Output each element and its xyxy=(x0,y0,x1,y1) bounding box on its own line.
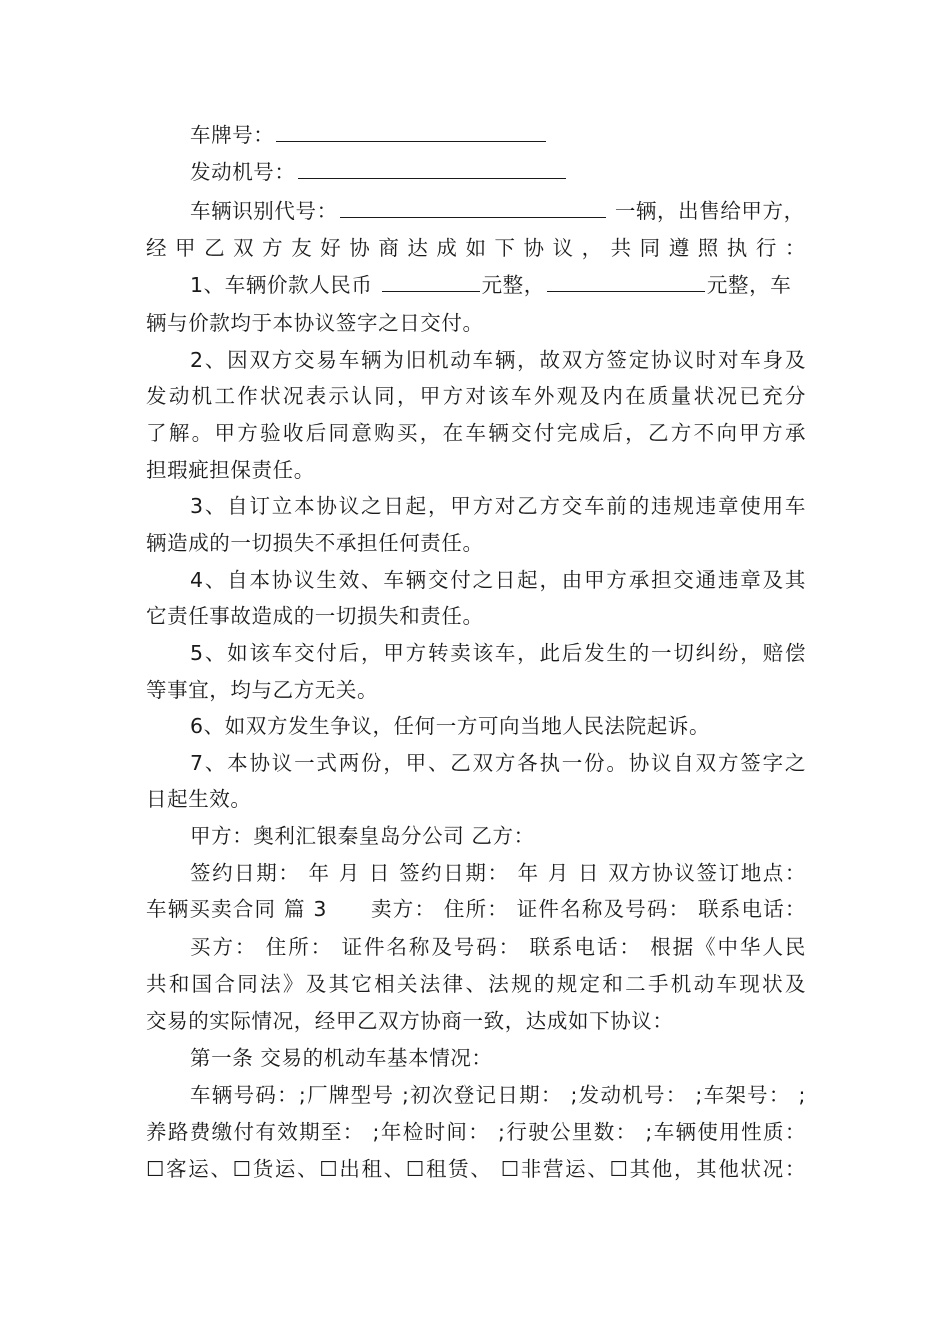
buyer-line-3: 交易的实际情况，经甲乙双方协商一致，达成如下协议： xyxy=(146,1009,674,1033)
clause-1-text-b: 元整， xyxy=(481,273,545,297)
clause-1-text-a: 1、车辆价款人民币 xyxy=(190,273,373,297)
article-1-line-3: ☐客运、☐货运、☐出租、☐租赁、 ☐非营运、☐其他，其他状况： xyxy=(146,1157,806,1181)
engine-number-field xyxy=(190,154,806,191)
clause-4-line-2: 它责任事故造成的一切损失和责任。 xyxy=(146,604,484,628)
vin-field xyxy=(190,193,806,230)
parties-line: 甲方：奥利汇银秦皇岛分公司 乙方： xyxy=(190,824,535,848)
plate-number-blank xyxy=(276,119,546,142)
clause-2-line-1: 2、因双方交易车辆为旧机动车辆，故双方签定协议时对车身及 xyxy=(190,348,806,372)
clause-6: 6、如双方发生争议，任何一方可向当地人民法院起诉。 xyxy=(190,714,711,738)
section-3-heading: 车辆买卖合同 篇 3 卖方： 住所： 证件名称及号码： 联系电话： xyxy=(146,897,806,921)
vin-suffix: 一辆，出售给甲方， xyxy=(614,199,805,223)
article-1-line-1: 车辆号码：;厂牌型号 ;初次登记日期： ;发动机号： ;车架号： ; xyxy=(190,1083,806,1107)
article-1-title: 第一条 交易的机动车基本情况： xyxy=(190,1046,493,1070)
clause-7-line-2: 日起生效。 xyxy=(146,787,252,811)
clause-3-line-1: 3、自订立本协议之日起，甲方对乙方交车前的违规违章使用车 xyxy=(190,494,806,518)
buyer-line-2: 共和国合同法》及其它相关法律、法规的规定和二手机动车现状及 xyxy=(146,972,806,996)
buyer-line-1: 买方： 住所： 证件名称及号码： 联系电话： 根据《中华人民 xyxy=(190,935,806,959)
price-blank-2 xyxy=(547,269,705,292)
vin-blank xyxy=(340,195,606,218)
intro-continuation: 经甲乙双方友好协商达成如下协议，共同遵照执行： xyxy=(146,236,806,260)
clause-1-text-c: 元整，车 xyxy=(706,273,792,297)
plate-number-label: 车牌号： xyxy=(190,123,275,147)
clause-2-line-3: 了解。甲方验收后同意购买，在车辆交付完成后，乙方不向甲方承 xyxy=(146,421,806,445)
article-1-line-2: 养路费缴付有效期至： ;年检时间： ;行驶公里数： ;车辆使用性质： xyxy=(146,1120,806,1144)
clause-1-line-2: 辆与价款均于本协议签字之日交付。 xyxy=(146,311,484,335)
clause-2-line-4: 担瑕疵担保责任。 xyxy=(146,458,315,482)
engine-number-blank xyxy=(298,156,566,179)
sign-dates-line: 签约日期： 年 月 日 签约日期： 年 月 日 双方协议签订地点： xyxy=(190,861,806,885)
clause-2-line-2: 发动机工作状况表示认同，甲方对该车外观及内在质量状况已充分 xyxy=(146,384,806,408)
clause-3-line-2: 辆造成的一切损失不承担任何责任。 xyxy=(146,531,484,555)
price-blank-1 xyxy=(382,269,480,292)
clause-7-line-1: 7、本协议一式两份，甲、乙双方各执一份。协议自双方签字之 xyxy=(190,751,806,775)
plate-number-field xyxy=(190,117,806,154)
vin-label: 车辆识别代号： xyxy=(190,199,338,223)
clause-5-line-1: 5、如该车交付后，甲方转卖该车，此后发生的一切纠纷，赔偿 xyxy=(190,641,806,665)
engine-number-label: 发动机号： xyxy=(190,160,296,184)
clause-4-line-1: 4、自本协议生效、车辆交付之日起，由甲方承担交通违章及其 xyxy=(190,568,806,592)
clause-5-line-2: 等事宜，均与乙方无关。 xyxy=(146,678,379,702)
clause-1-line-1 xyxy=(190,267,806,304)
